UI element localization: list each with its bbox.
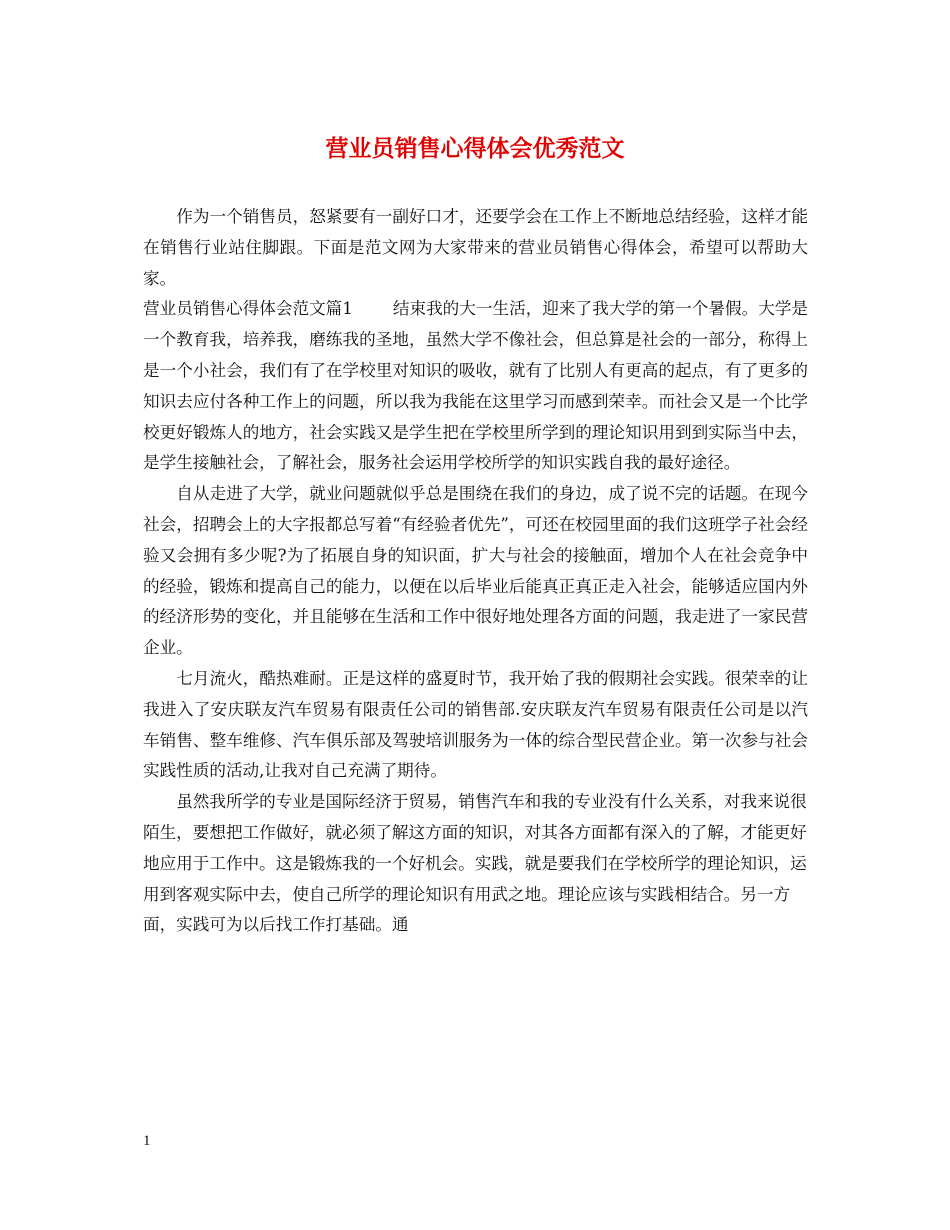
body-paragraph-major: 虽然我所学的专业是国际经济于贸易，销售汽车和我的专业没有什么关系，对我来说很陌生，要想把工作做好，就必须了解这方面的知识，对其各方面都有深入的了解，才能更好地应用于工作中。这是锻炼我的一个好机会。实践，就是要我们在学校所学的理论知识，运用到客观实际中去，使自己所学的理论知识有用武之地。理论应该与实践相结合。另一方面，实践可为以后找工作打基础。通 [143, 792, 807, 935]
body-paragraph-employment: 自从走进了大学，就业问题就似乎总是围绕在我们的身边，成了说不完的话题。在现今社会，招聘会上的大字报都总写着“有经验者优先”，可还在校园里面的我们这班学子社会经验又会拥有多少呢?为了拓展自身的知识面，扩大与社会的接触面，增加个人在社会竞争中的经验，锻炼和提高自己的能力，以便在以后毕业后能真正真正走入社会，能够适应国内外的经济形势的变化，并且能够在生活和工作中很好地处理各方面的问题，我走进了一家民营企业。 [143, 484, 808, 658]
document-body [143, 202, 808, 941]
intro-paragraph: 作为一个销售员，怒紧要有一副好口才，还要学会在工作上不断地总结经验，这样才能在销售行业站住脚跟。下面是范文网为大家带来的营业员销售心得体会，希望可以帮助大家。 [143, 207, 808, 288]
document-title: 营业员销售心得体会优秀范文 [325, 135, 625, 162]
page-number: 1 [143, 1133, 151, 1149]
section-first-paragraph [143, 294, 808, 479]
section-heading: 营业员销售心得体会范文篇1 [143, 299, 353, 319]
section-first-text: 结束我的大一生活，迎来了我大学的第一个暑假。大学是一个教育我，培养我，磨练我的圣地，虽然大学不像社会，但总算是社会的一部分，称得上是一个小社会，我们有了在学校里对知识的吸收，就有了比别人有更高的起点，有了更多的知识去应付各种工作上的问题，所以我为我能在这里学习而感到荣幸。而社会又是一个比学校更好锻炼人的地方，社会实践又是学生把在学校里所学到的理论知识用到到实际当中去，是学生接触社会，了解社会，服务社会运用学校所学的知识实践自我的最好途径。 [143, 299, 809, 473]
body-paragraph-internship: 七月流火，酷热难耐。正是这样的盛夏时节，我开始了我的假期社会实践。很荣幸的让我进入了安庆联友汽车贸易有限责任公司的销售部.安庆联友汽车贸易有限责任公司是以汽车销售、整车维修、汽车俱乐部及驾驶培训服务为一体的综合型民营企业。第一次参与社会实践性质的活动,让我对自己充满了期待。 [143, 668, 808, 781]
